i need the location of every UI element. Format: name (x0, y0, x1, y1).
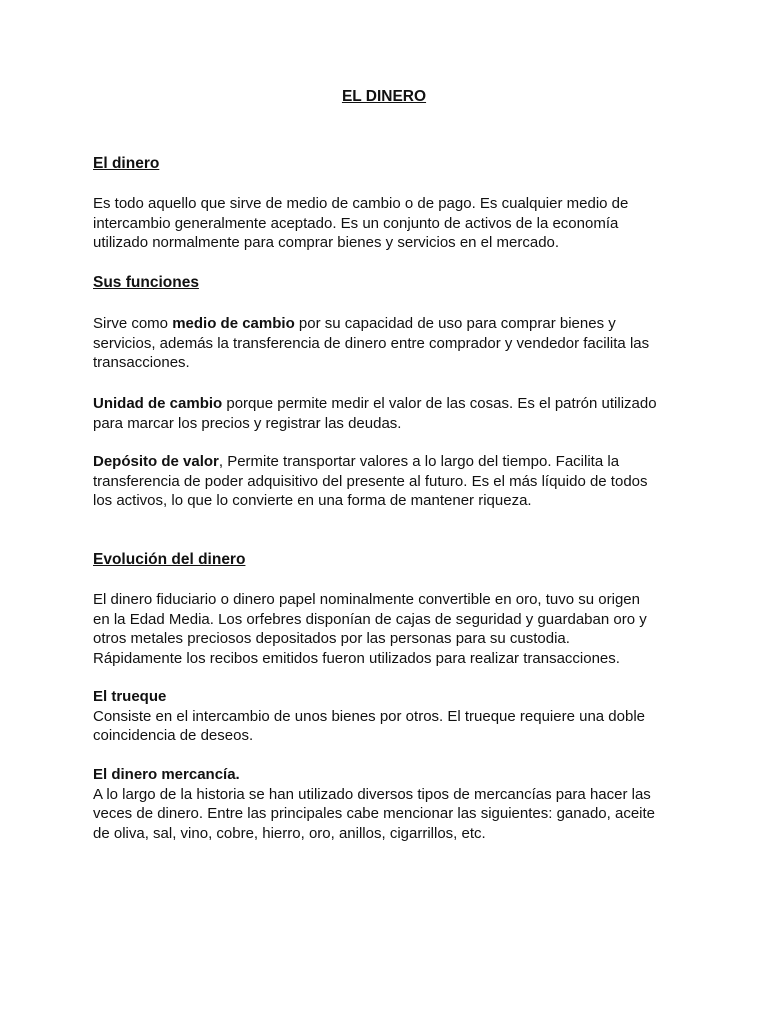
bold-term-unidad-de-cambio: Unidad de cambio (93, 395, 223, 412)
text-segment: , Permite transportar valores a lo largo del tiempo. Facilita la (218, 453, 620, 470)
text-line: transferencia de poder adquisitivo del presente al futuro. Es el más líquido de todos (93, 472, 648, 490)
paragraph-deposito-de-valor (93, 452, 683, 511)
text-segment: por su capacidad de uso para comprar bienes y (294, 315, 616, 332)
text-line: los activos, lo que lo convierte en una forma de mantener riqueza. (93, 492, 532, 509)
text-line: otros metales preciosos depositados por las personas para su custodia. (93, 630, 570, 647)
text-line: de oliva, sal, vino, cobre, hierro, oro, anillos, cigarrillos, etc. (93, 824, 486, 842)
text-line: El dinero fiduciario o dinero papel nominalmente convertible en oro, tuvo su origen (93, 591, 640, 608)
text-line (93, 394, 683, 414)
text-line: intercambio generalmente aceptado. Es un conjunto de activos de la economía (93, 214, 619, 232)
heading-el-dinero: El dinero (93, 155, 160, 172)
paragraph-unidad-de-cambio (93, 394, 683, 433)
subheading-el-dinero-mercancia: El dinero mercancía. (93, 766, 240, 783)
text-line: para marcar los precios y registrar las deudas. (93, 414, 402, 432)
text-line: Es todo aquello que sirve de medio de cambio o de pago. Es cualquier medio de (93, 195, 629, 212)
heading-sus-funciones: Sus funciones (93, 274, 199, 291)
text-line: Rápidamente los recibos emitidos fueron utilizados para realizar transacciones. (93, 649, 620, 667)
text-line (93, 314, 683, 334)
text-segment: Sirve como (93, 315, 173, 332)
bold-term-medio-de-cambio: medio de cambio (172, 315, 295, 332)
text-line: en la Edad Media. Los orfebres disponían de cajas de seguridad y guardaban oro y (93, 610, 647, 628)
text-line: transacciones. (93, 354, 190, 371)
subheading-el-trueque: El trueque (93, 688, 167, 705)
text-segment: porque permite medir el valor de las cosas. Es el patrón utilizado (222, 395, 657, 412)
text-line: servicios, además la transferencia de dinero entre comprador y vendedor facilita las (93, 334, 650, 352)
heading-evolucion-del-dinero: Evolución del dinero (93, 551, 246, 568)
text-line: utilizado normalmente para comprar bienes y servicios en el mercado. (93, 234, 560, 251)
bold-term-deposito-de-valor: Depósito de valor (93, 453, 219, 470)
paragraph-dinero-mercancia (93, 765, 683, 843)
text-line: coincidencia de deseos. (93, 727, 254, 744)
text-line: veces de dinero. Entre las principales cabe mencionar las siguientes: ganado, aceite (93, 805, 656, 822)
paragraph-evolucion (93, 590, 683, 668)
text-line: A lo largo de la historia se han utilizado diversos tipos de mercancías para hacer las (93, 785, 651, 803)
text-line (93, 452, 683, 472)
paragraph-trueque (93, 687, 683, 746)
document-title: EL DINERO (341, 88, 427, 105)
paragraph-definicion (93, 194, 683, 253)
text-line: Consiste en el intercambio de unos bienes por otros. El trueque requiere una doble (93, 707, 646, 725)
paragraph-medio-de-cambio (93, 314, 683, 373)
